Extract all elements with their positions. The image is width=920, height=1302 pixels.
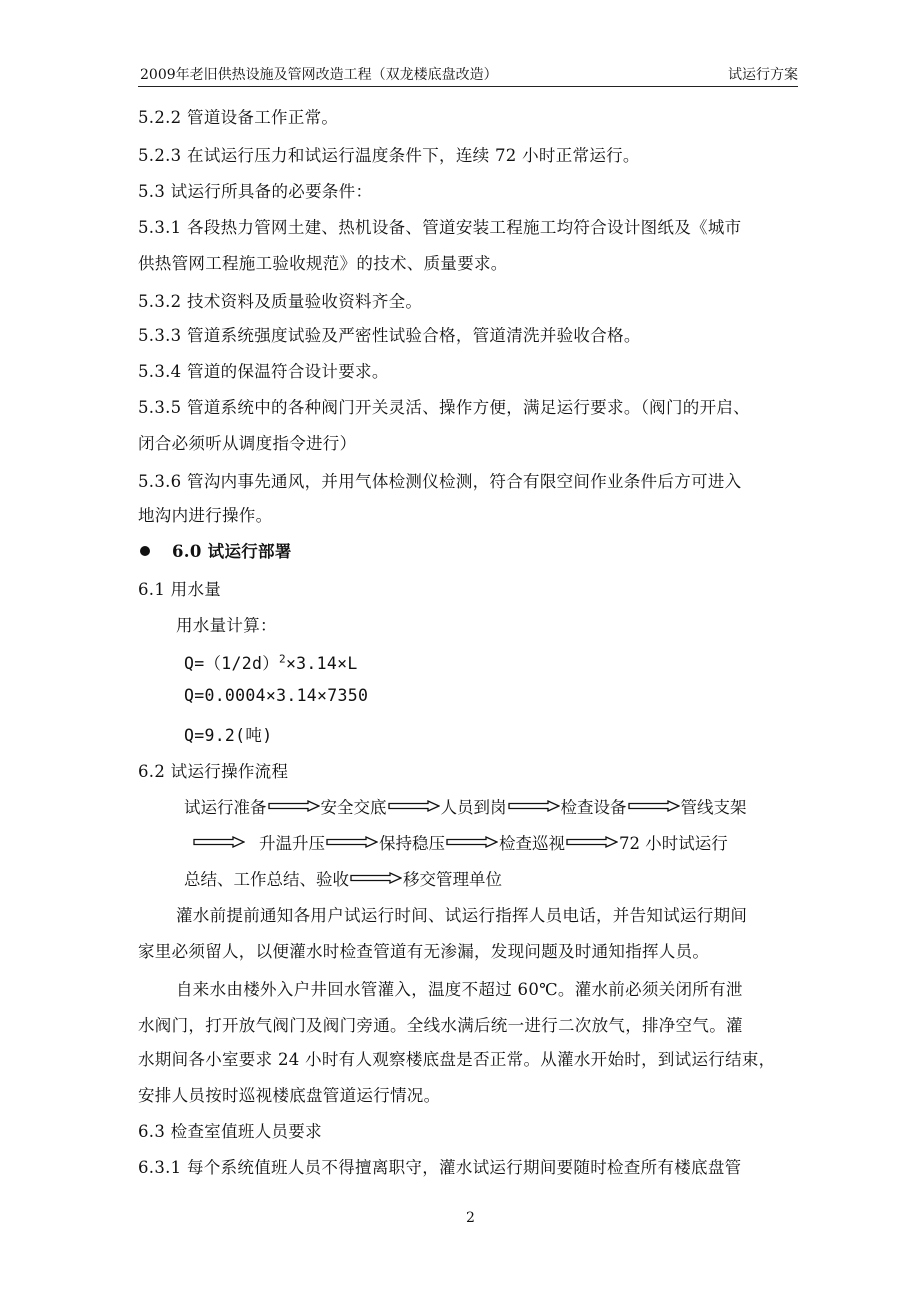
paragraph-line: 自来水由楼外入户井回水管灌入，温度不超过 60℃。灌水前必须关闭所有泄 — [176, 980, 743, 999]
right-arrow-icon — [388, 800, 440, 812]
flow-step: 试运行准备 — [184, 798, 267, 817]
section-heading: 6.0 试运行部署 — [172, 542, 292, 561]
right-arrow-icon — [628, 800, 680, 812]
calc-label: 用水量计算： — [176, 616, 277, 635]
text-line: 5.3.4 管道的保温符合设计要求。 — [138, 362, 389, 381]
text-line: 5.3.1 各段热力管网土建、热机设备、管道安装工程施工均符合设计图纸及《城市 — [138, 218, 742, 237]
text-line: 5.2.3 在试运行压力和试运行温度条件下，连续 72 小时正常运行。 — [138, 146, 640, 165]
header-rule — [138, 86, 798, 87]
text-line: 6.3.1 每个系统值班人员不得擅离职守，灌水试运行期间要随时检查所有楼底盘管 — [138, 1158, 742, 1177]
formula-3: Q=9.2(吨) — [184, 726, 273, 745]
flow-step: 升温升压 — [259, 834, 325, 853]
flow-step: 管线支架 — [680, 798, 747, 817]
text-line: 5.3.6 管沟内事先通风，并用气体检测仪检测，符合有限空间作业条件后方可进入 — [138, 472, 742, 491]
flow-step: 人员到岗 — [440, 798, 507, 817]
text-line: 5.3.5 管道系统中的各种阀门开关灵活、操作方便，满足运行要求。（阀门的开启、 — [138, 398, 750, 417]
paragraph-line: 安排人员按时巡视楼底盘管道运行情况。 — [138, 1086, 441, 1105]
subsection-heading: 6.1 用水量 — [138, 580, 222, 599]
flow-step: 移交管理单位 — [403, 870, 502, 889]
text-line: 5.2.2 管道设备工作正常。 — [138, 108, 339, 127]
header-left: 2009年老旧供热设施及管网改造工程（双龙楼底盘改造） — [140, 67, 498, 83]
text-line: 闭合必须听从调度指令进行） — [138, 434, 357, 453]
flow-step: 安全交底 — [320, 798, 387, 817]
page-number: 2 — [466, 1210, 475, 1226]
right-arrow-icon — [446, 836, 498, 848]
text-line: 5.3.3 管道系统强度试验及严密性试验合格，管道清洗并验收合格。 — [138, 326, 641, 345]
text-line: 供热管网工程施工验收规范》的技术、质量要求。 — [138, 254, 508, 273]
paragraph-line: 灌水前提前通知各用户试运行时间、试运行指挥人员电话，并告知试运行期间 — [176, 906, 748, 925]
right-arrow-icon — [268, 800, 320, 812]
header-right: 试运行方案 — [728, 67, 798, 83]
flow-row-1 — [184, 794, 747, 818]
right-arrow-icon — [566, 836, 618, 848]
flow-row-2 — [192, 830, 728, 854]
flow-step: 72 小时试运行 — [619, 834, 728, 853]
right-arrow-icon — [193, 836, 245, 848]
formula-1: $Q=(1/2d)^2\times 3.14\times L$ — [184, 652, 358, 673]
paragraph-line: 水阀门，打开放气阀门及阀门旁通。全线水满后统一进行二次放气，排净空气。灌 — [138, 1016, 743, 1035]
flow-step: 总结、工作总结、验收 — [184, 870, 349, 889]
text-line: 5.3.2 技术资料及质量验收资料齐全。 — [138, 292, 423, 311]
paragraph-line: 水期间各小室要求 24 小时有人观察楼底盘是否正常。从灌水开始时，到试运行结束， — [138, 1050, 776, 1069]
right-arrow-icon — [350, 872, 402, 884]
subsection-heading: 6.3 检查室值班人员要求 — [138, 1122, 322, 1141]
flow-row-3 — [184, 866, 502, 890]
formula-2: Q=0.0004×3.14×7350 — [184, 686, 369, 705]
right-arrow-icon — [508, 800, 560, 812]
text-line: 5.3 试运行所具备的必要条件： — [138, 182, 373, 201]
bullet-icon — [140, 546, 150, 556]
text-line: 地沟内进行操作。 — [138, 506, 273, 525]
subsection-heading: 6.2 试运行操作流程 — [138, 762, 289, 781]
flow-step: 检查设备 — [560, 798, 627, 817]
flow-step: 检查巡视 — [499, 834, 565, 853]
paragraph-line: 家里必须留人，以便灌水时检查管道有无渗漏，发现问题及时通知指挥人员。 — [138, 942, 710, 961]
flow-step: 保持稳压 — [379, 834, 445, 853]
right-arrow-icon — [326, 836, 378, 848]
